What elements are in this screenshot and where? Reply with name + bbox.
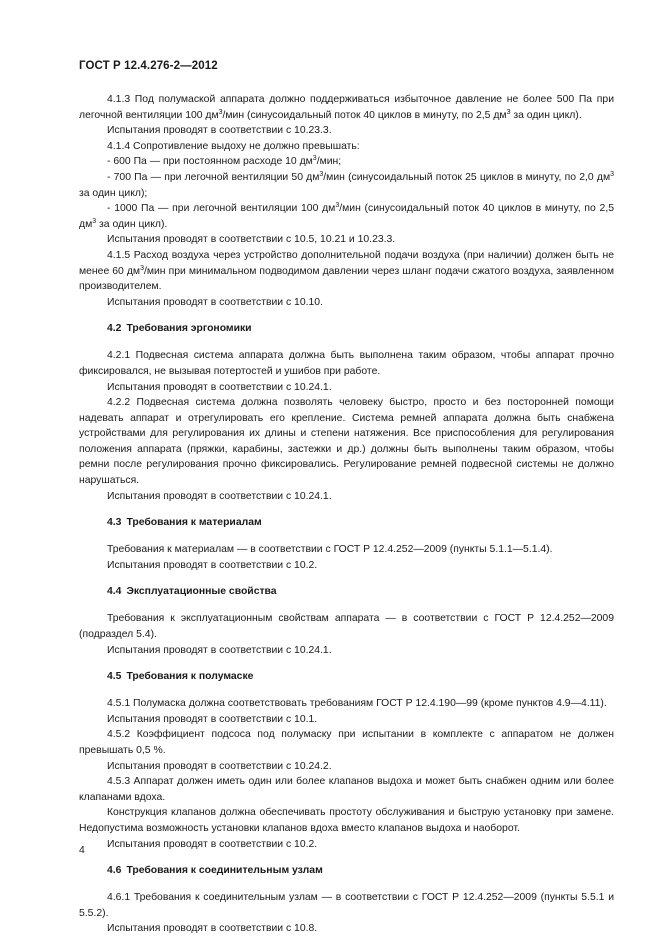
paragraph: Конструкция клапанов должна обеспечивать простоту обслуживания и быструю установку при замене. Недопустима возможность установки клапанов вдоха вместо клапанов выдоха и наоборот. [79,807,614,834]
section-heading [107,516,614,530]
paragraph: Испытания проводят в соответствии с 10.5, 10.21 и 10.23.3. [107,234,396,246]
superscript: 3 [312,155,317,163]
document-header: ГОСТ Р 12.4.276-2—2012 [79,60,218,72]
paragraph: 4.1.3 Под полумаской аппарата должно поддерживаться избыточное давление не более 500 Па при легочной вентиляции 100 $дм^3$/мин (синусоидальный поток 40 циклов в минуту, по 2,5 $дм^3$ за один цикл). [79,94,614,121]
paragraph: - 700 Па — при легочной вентиляции 50 $дм^3$/мин (синусоидальный поток 25 циклов в минуту, по 2,0 $дм^3$ за один цикл); [79,170,614,199]
paragraph: 4.2.1 Подвесная система аппарата должна быть выполнена таким образом, чтобы аппарат прочно фиксировался, не вызывая потертостей и ушибов при работе. [79,350,614,377]
section-title: Требования к соединительным узлам [126,865,323,877]
paragraph: 4.2.2 Подвесная система должна позволять человеку быстро, просто и без посторонней помощи надевать аппарат и отрегулировать его крепление. Система ремней аппарата должна быть снабжена устройствами для регулирования их длины и степени натяжения. Все приспособления для регулирования положения аппарата (пряжки, карабины, застежки и др.) должны быть выполнены таким образом, чтобы ремни после регулирования прочно фиксировались. Регулирование ремней подвесной системы не должно нарушаться. [79,397,614,487]
superscript: 3 [506,108,511,116]
section-title: Требования эргономики [126,323,252,335]
paragraph: Испытания проводят в соответствии с 10.1. [107,713,318,725]
paragraph: Испытания проводят в соответствии с 10.24.1. [107,644,332,656]
paragraph: Требования к эксплуатационным свойствам аппарата — в соответствии с ГОСТ Р 12.4.252—2009 (подраздел 5.4). [79,613,614,641]
superscript: 3 [335,202,340,210]
section-number: 4.5 [107,671,122,683]
paragraph: Испытания проводят в соответствии с 10.2. [107,559,318,571]
section-title: Эксплуатационные свойства [126,586,277,598]
paragraph: Испытания проводят в соответствии с 10.10. [107,296,323,308]
superscript: 3 [92,217,97,225]
paragraph: - 600 Па — при постоянном расходе 10 $дм^3$/мин; [107,155,342,168]
section-heading [107,322,614,336]
paragraph: 4.5.1 Полумаска должна соответствовать требованиям ГОСТ Р 12.4.190—99 (кроме пунктов 4.9—4.11). [107,698,607,710]
paragraph: Требования к материалам — в соответствии с ГОСТ Р 12.4.252—2009 (пункты 5.1.1—5.1.4). [107,544,553,556]
superscript: 3 [610,170,614,178]
document-body [79,92,614,937]
paragraph: Испытания проводят в соответствии с 10.2. [107,838,318,850]
paragraph: 4.6.1 Требования к соединительным узлам — в соответствии с ГОСТ Р 12.4.252—2009 (пункты 5.5.1 и 5.5.2). [79,892,614,919]
section-title: Требования к материалам [126,517,262,529]
page-number: 4 [79,845,85,856]
paragraph: - 1000 Па — при легочной вентиляции 100 $дм^3$/мин (синусоидальный поток 40 циклов в минуту, по 2,5 $дм^3$ за один цикл). [79,202,615,230]
superscript: 3 [319,170,324,178]
paragraph: Испытания проводят в соответствии с 10.24.1. [107,490,332,502]
section-number: 4.6 [107,865,122,877]
section-number: 4.2 [107,323,122,335]
section-title: Требования к полумаске [126,671,254,683]
paragraph: 4.5.2 Коэффициент подсоса под полумаску при испытании в комплекте с аппаратом не должен превышать 0,5 %. [79,729,614,756]
paragraph: 4.1.5 Расход воздуха через устройство дополнительной подачи воздуха (при наличии) должен быть не менее 60 $дм^3$/мин при минимальном подводимом давлении через шланг подачи сжатого воздуха, заявленном производителем. [79,249,614,293]
section-number: 4.3 [107,517,122,529]
paragraph: Испытания проводят в соответствии с 10.8. [107,923,318,935]
section-heading [107,670,614,684]
paragraph: Испытания проводят в соответствии с 10.24.1. [107,381,332,393]
superscript: 3 [218,108,223,116]
paragraph: 4.1.4 Сопротивление выдоху не должно превышать: [107,140,360,152]
section-number: 4.4 [107,586,122,598]
paragraph: Испытания проводят в соответствии с 10.24.2. [107,760,332,772]
section-heading [107,864,614,878]
paragraph: Испытания проводят в соответствии с 10.23.3. [107,125,332,137]
section-heading [107,585,614,599]
superscript: 3 [140,264,144,272]
paragraph: 4.5.3 Аппарат должен иметь один или более клапанов выдоха и может быть снабжен одним или более клапанами вдоха. [79,776,614,803]
